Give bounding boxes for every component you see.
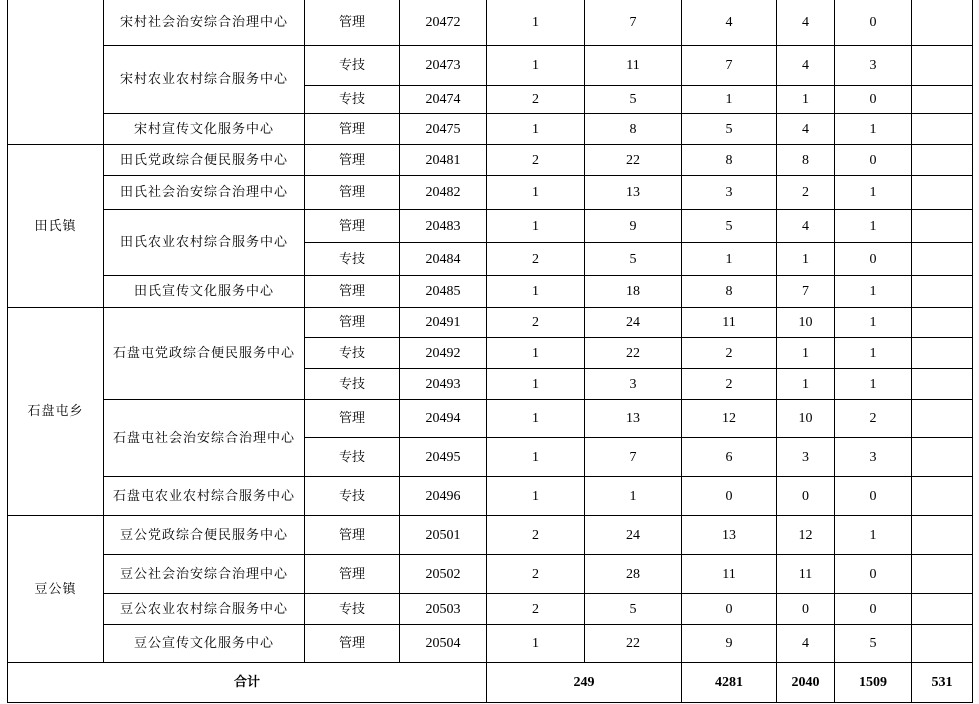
remarks-cell xyxy=(912,145,973,176)
applicants-cell: 5 xyxy=(585,243,682,276)
table-row xyxy=(8,0,973,46)
value-b-cell: 1 xyxy=(682,243,777,276)
remarks-cell xyxy=(912,555,973,594)
total-headcount: 249 xyxy=(487,663,682,703)
value-c-cell: 4 xyxy=(777,46,835,86)
category-cell: 专技 xyxy=(305,438,400,477)
value-b-cell: 7 xyxy=(682,46,777,86)
category-cell: 管理 xyxy=(305,145,400,176)
headcount-cell: 2 xyxy=(487,243,585,276)
value-b-cell: 2 xyxy=(682,338,777,369)
category-cell: 专技 xyxy=(305,594,400,625)
headcount-cell: 2 xyxy=(487,86,585,114)
applicants-cell: 1 xyxy=(585,477,682,516)
remarks-cell xyxy=(912,114,973,145)
total-label: 合计 xyxy=(8,663,487,703)
unit-name-cell: 石盘屯农业农村综合服务中心 xyxy=(104,477,305,516)
table-row xyxy=(8,477,973,516)
value-b-cell: 2 xyxy=(682,369,777,400)
recruitment-statistics-table xyxy=(7,0,973,703)
category-cell: 专技 xyxy=(305,369,400,400)
applicants-cell: 9 xyxy=(585,210,682,243)
position-code-cell: 20494 xyxy=(400,400,487,438)
value-b-cell: 4 xyxy=(682,0,777,46)
value-d-cell: 5 xyxy=(835,625,912,663)
applicants-cell: 22 xyxy=(585,338,682,369)
category-cell: 管理 xyxy=(305,308,400,338)
value-c-cell: 1 xyxy=(777,243,835,276)
applicants-cell: 22 xyxy=(585,145,682,176)
applicants-cell: 8 xyxy=(585,114,682,145)
value-b-cell: 5 xyxy=(682,210,777,243)
value-b-cell: 9 xyxy=(682,625,777,663)
value-c-cell: 4 xyxy=(777,210,835,243)
value-b-cell: 8 xyxy=(682,145,777,176)
value-b-cell: 12 xyxy=(682,400,777,438)
value-c-cell: 8 xyxy=(777,145,835,176)
applicants-cell: 22 xyxy=(585,625,682,663)
remarks-cell xyxy=(912,369,973,400)
table-row xyxy=(8,400,973,438)
applicants-cell: 7 xyxy=(585,438,682,477)
category-cell: 专技 xyxy=(305,46,400,86)
position-code-cell: 20475 xyxy=(400,114,487,145)
position-code-cell: 20473 xyxy=(400,46,487,86)
position-code-cell: 20502 xyxy=(400,555,487,594)
position-code-cell: 20491 xyxy=(400,308,487,338)
category-cell: 管理 xyxy=(305,276,400,308)
headcount-cell: 2 xyxy=(487,516,585,555)
headcount-cell: 2 xyxy=(487,145,585,176)
value-c-cell: 1 xyxy=(777,86,835,114)
value-c-cell: 11 xyxy=(777,555,835,594)
position-code-cell: 20484 xyxy=(400,243,487,276)
unit-name-cell: 石盘屯社会治安综合治理中心 xyxy=(104,400,305,477)
applicants-cell: 11 xyxy=(585,46,682,86)
town-cell: 田氏镇 xyxy=(8,145,104,308)
value-d-cell: 1 xyxy=(835,210,912,243)
table-row xyxy=(8,176,973,210)
category-cell: 专技 xyxy=(305,477,400,516)
headcount-cell: 1 xyxy=(487,276,585,308)
town-cell xyxy=(8,0,104,145)
unit-name-cell: 豆公党政综合便民服务中心 xyxy=(104,516,305,555)
position-code-cell: 20503 xyxy=(400,594,487,625)
remarks-cell xyxy=(912,477,973,516)
value-b-cell: 13 xyxy=(682,516,777,555)
table-row xyxy=(8,210,973,243)
town-cell: 豆公镇 xyxy=(8,516,104,663)
remarks-cell xyxy=(912,438,973,477)
table-row xyxy=(8,555,973,594)
total-value-d: 531 xyxy=(912,663,973,703)
unit-name-cell: 豆公宣传文化服务中心 xyxy=(104,625,305,663)
category-cell: 专技 xyxy=(305,86,400,114)
value-d-cell: 0 xyxy=(835,0,912,46)
position-code-cell: 20482 xyxy=(400,176,487,210)
unit-name-cell: 田氏农业农村综合服务中心 xyxy=(104,210,305,276)
remarks-cell xyxy=(912,0,973,46)
position-code-cell: 20495 xyxy=(400,438,487,477)
table-row xyxy=(8,145,973,176)
remarks-cell xyxy=(912,86,973,114)
category-cell: 管理 xyxy=(305,625,400,663)
headcount-cell: 1 xyxy=(487,369,585,400)
value-c-cell: 10 xyxy=(777,308,835,338)
value-b-cell: 6 xyxy=(682,438,777,477)
headcount-cell: 1 xyxy=(487,477,585,516)
headcount-cell: 2 xyxy=(487,308,585,338)
remarks-cell xyxy=(912,46,973,86)
table-row xyxy=(8,46,973,86)
value-d-cell: 0 xyxy=(835,594,912,625)
applicants-cell: 13 xyxy=(585,400,682,438)
position-code-cell: 20472 xyxy=(400,0,487,46)
headcount-cell: 1 xyxy=(487,0,585,46)
value-c-cell: 4 xyxy=(777,625,835,663)
category-cell: 管理 xyxy=(305,114,400,145)
table-row xyxy=(8,308,973,338)
value-c-cell: 4 xyxy=(777,0,835,46)
value-b-cell: 0 xyxy=(682,477,777,516)
value-c-cell: 10 xyxy=(777,400,835,438)
applicants-cell: 13 xyxy=(585,176,682,210)
unit-name-cell: 田氏党政综合便民服务中心 xyxy=(104,145,305,176)
category-cell: 管理 xyxy=(305,516,400,555)
headcount-cell: 1 xyxy=(487,114,585,145)
value-b-cell: 0 xyxy=(682,594,777,625)
unit-name-cell: 宋村社会治安综合治理中心 xyxy=(104,0,305,46)
remarks-cell xyxy=(912,594,973,625)
headcount-cell: 1 xyxy=(487,438,585,477)
value-d-cell: 3 xyxy=(835,438,912,477)
applicants-cell: 24 xyxy=(585,516,682,555)
position-code-cell: 20504 xyxy=(400,625,487,663)
applicants-cell: 7 xyxy=(585,0,682,46)
table-row xyxy=(8,594,973,625)
value-c-cell: 4 xyxy=(777,114,835,145)
value-b-cell: 5 xyxy=(682,114,777,145)
position-code-cell: 20501 xyxy=(400,516,487,555)
value-c-cell: 0 xyxy=(777,477,835,516)
total-applicants: 4281 xyxy=(682,663,777,703)
remarks-cell xyxy=(912,400,973,438)
value-c-cell: 3 xyxy=(777,438,835,477)
unit-name-cell: 石盘屯党政综合便民服务中心 xyxy=(104,308,305,400)
value-d-cell: 0 xyxy=(835,477,912,516)
remarks-cell xyxy=(912,338,973,369)
unit-name-cell: 宋村农业农村综合服务中心 xyxy=(104,46,305,114)
value-d-cell: 3 xyxy=(835,46,912,86)
category-cell: 管理 xyxy=(305,555,400,594)
position-code-cell: 20474 xyxy=(400,86,487,114)
value-b-cell: 8 xyxy=(682,276,777,308)
remarks-cell xyxy=(912,210,973,243)
value-d-cell: 1 xyxy=(835,338,912,369)
headcount-cell: 1 xyxy=(487,176,585,210)
value-d-cell: 1 xyxy=(835,114,912,145)
value-b-cell: 1 xyxy=(682,86,777,114)
value-d-cell: 0 xyxy=(835,145,912,176)
category-cell: 管理 xyxy=(305,176,400,210)
headcount-cell: 1 xyxy=(487,338,585,369)
position-code-cell: 20493 xyxy=(400,369,487,400)
unit-name-cell: 田氏社会治安综合治理中心 xyxy=(104,176,305,210)
headcount-cell: 1 xyxy=(487,625,585,663)
unit-name-cell: 豆公社会治安综合治理中心 xyxy=(104,555,305,594)
remarks-cell xyxy=(912,276,973,308)
value-d-cell: 1 xyxy=(835,176,912,210)
table-row xyxy=(8,516,973,555)
remarks-cell xyxy=(912,516,973,555)
table-row xyxy=(8,625,973,663)
table-row xyxy=(8,276,973,308)
value-d-cell: 2 xyxy=(835,400,912,438)
position-code-cell: 20481 xyxy=(400,145,487,176)
value-d-cell: 0 xyxy=(835,86,912,114)
remarks-cell xyxy=(912,176,973,210)
category-cell: 管理 xyxy=(305,210,400,243)
value-c-cell: 1 xyxy=(777,338,835,369)
value-d-cell: 1 xyxy=(835,369,912,400)
value-b-cell: 11 xyxy=(682,555,777,594)
applicants-cell: 3 xyxy=(585,369,682,400)
applicants-cell: 28 xyxy=(585,555,682,594)
applicants-cell: 5 xyxy=(585,86,682,114)
table-row xyxy=(8,114,973,145)
unit-name-cell: 田氏宣传文化服务中心 xyxy=(104,276,305,308)
category-cell: 管理 xyxy=(305,400,400,438)
headcount-cell: 1 xyxy=(487,400,585,438)
value-c-cell: 7 xyxy=(777,276,835,308)
applicants-cell: 5 xyxy=(585,594,682,625)
headcount-cell: 2 xyxy=(487,594,585,625)
remarks-cell xyxy=(912,308,973,338)
position-code-cell: 20496 xyxy=(400,477,487,516)
unit-name-cell: 宋村宣传文化服务中心 xyxy=(104,114,305,145)
total-value-c: 1509 xyxy=(835,663,912,703)
value-b-cell: 11 xyxy=(682,308,777,338)
headcount-cell: 2 xyxy=(487,555,585,594)
remarks-cell xyxy=(912,243,973,276)
position-code-cell: 20485 xyxy=(400,276,487,308)
value-d-cell: 1 xyxy=(835,308,912,338)
value-c-cell: 12 xyxy=(777,516,835,555)
category-cell: 管理 xyxy=(305,0,400,46)
value-d-cell: 0 xyxy=(835,555,912,594)
value-c-cell: 2 xyxy=(777,176,835,210)
headcount-cell: 1 xyxy=(487,210,585,243)
position-code-cell: 20492 xyxy=(400,338,487,369)
total-row xyxy=(8,663,973,703)
town-cell: 石盘屯乡 xyxy=(8,308,104,516)
value-c-cell: 1 xyxy=(777,369,835,400)
position-code-cell: 20483 xyxy=(400,210,487,243)
unit-name-cell: 豆公农业农村综合服务中心 xyxy=(104,594,305,625)
total-value-b: 2040 xyxy=(777,663,835,703)
category-cell: 专技 xyxy=(305,243,400,276)
value-d-cell: 1 xyxy=(835,516,912,555)
applicants-cell: 24 xyxy=(585,308,682,338)
applicants-cell: 18 xyxy=(585,276,682,308)
category-cell: 专技 xyxy=(305,338,400,369)
remarks-cell xyxy=(912,625,973,663)
headcount-cell: 1 xyxy=(487,46,585,86)
value-d-cell: 0 xyxy=(835,243,912,276)
value-b-cell: 3 xyxy=(682,176,777,210)
value-d-cell: 1 xyxy=(835,276,912,308)
value-c-cell: 0 xyxy=(777,594,835,625)
